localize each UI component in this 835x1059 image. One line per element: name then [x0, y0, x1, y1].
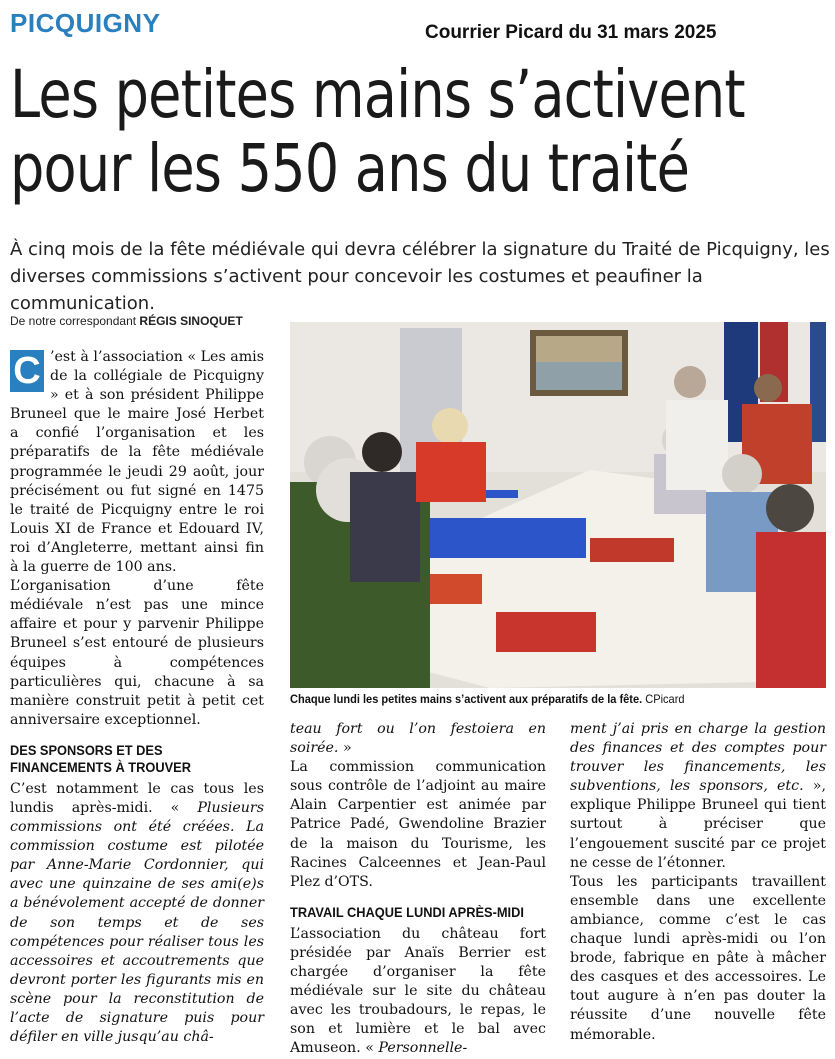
- section-kicker: PICQUIGNY: [10, 8, 161, 38]
- byline: [10, 314, 243, 328]
- caption-text: Chaque lundi les petites mains s’activent aux préparatifs de la fête.: [290, 692, 643, 706]
- paragraph-5: [290, 925, 546, 1059]
- article-column-1: [10, 348, 264, 1047]
- headline: [10, 56, 745, 207]
- paragraph-3-plain: C’est notamment le cas tous les lundis après-midi. «: [10, 780, 264, 816]
- byline-prefix: De notre correspondant: [10, 314, 137, 328]
- headline-line-1: Les petites mains s’activent: [10, 56, 745, 133]
- byline-author: RÉGIS SINOQUET: [139, 314, 243, 328]
- paragraph-1-text: ’est à l’association « Les amis de la collégiale de Picquigny » et à son président Philippe Bruneel que le maire José Herbet a confié l’organisation et les préparatifs de la fête médiévale programmée le jeudi 29 août, jour précisément ou fut signé en 1475 le traité de Picquigny entre le roi Louis XI de France et Edouard IV, roi d’Angleterre, mettant ainsi fin à la guerre de 100 ans.: [10, 349, 264, 576]
- source-line: Courrier Picard du 31 mars 2025: [425, 22, 717, 43]
- article-column-2: [290, 720, 546, 1059]
- paragraph-quote-end: [290, 720, 546, 758]
- paragraph-2: L’organisation d’une fête médiévale n’est pas une mince affaire et pour y parvenir Philippe Bruneel s’est entouré de plusieurs équipes à compétences particulières qui, chacune à sa manière construit petit à petit cet anniversaire exceptionnel.: [10, 578, 264, 728]
- standfirst: À cinq mois de la fête médiévale qui devra célébrer la signature du Traité de Picquigny, les diverses commissions s’activent pour concevoir les costumes et peaufiner la communication.: [10, 239, 830, 314]
- headline-line-2: pour les 550 ans du traité: [10, 130, 690, 207]
- paragraph-5-quote: Personnelle-: [378, 1040, 468, 1057]
- paragraph-6: Tous les participants travaillent ensemble dans une excellente ambiance, comme c’est le cas chaque lundi après-midi ou l’on brode, fabrique en pâte à mâcher des casques et des accessoires. Le tout augure à n’en pas douter la réussite d’une nouvelle fête mémorable.: [570, 873, 826, 1043]
- quote-3-plain: », explique Philippe Bruneel qui tient surtout à préciser que l’engouement suscité par ce projet ne cesse de l’étonner.: [570, 778, 826, 871]
- paragraph-4: La commission communication sous contrôle de l’adjoint au maire Alain Carpentier est animée par Patrice Padé, Gwendoline Brazier de la maison du Tourisme, les Racines Calceennes et Jean-Paul Plez d’OTS.: [290, 759, 546, 890]
- photo-illustration: [290, 322, 826, 688]
- paragraph-3-quote: Plusieurs commissions ont été créées. La commission costume est pilotée par Anne-Marie Cordonnier, qui avec une quinzaine de ses ami(e)s a bénévolement accepté de donner de son temps et de ses compétences pour réaliser tous les accessoires et accoutrements que devront porter les figurants mis en scène pour la reconstitution de l’acte de signature puis pour défiler en ville jusqu’au châ-: [10, 799, 264, 1046]
- photo-caption: [290, 692, 787, 706]
- subhead-sponsors: DES SPONSORS ET DES FINANCEMENTS À TROUVER: [10, 742, 191, 775]
- dropcap: C: [10, 350, 44, 392]
- article-column-3: [570, 720, 826, 1045]
- paragraph-1: [10, 348, 264, 577]
- paragraph-5-plain: L’association du château fort présidée par Anaïs Berrier est chargée d’organiser la fête médiévale sur le site du château avec les troubadours, le repas, le son et lumière et le bal avec Amuseon. «: [290, 925, 546, 1057]
- subhead-travail: TRAVAIL CHAQUE LUNDI APRÈS-MIDI: [290, 904, 524, 920]
- quote-continuation: teau fort ou l’on festoiera en soirée.: [290, 721, 546, 757]
- paragraph-3: [10, 780, 264, 1047]
- photo-credit: CPicard: [645, 692, 685, 706]
- quote-3-italic: ment j’ai pris en charge la gestion des finances et des comptes pour trouver les financements, les subventions, les sponsors, etc.: [570, 721, 826, 795]
- quote-close: »: [338, 740, 352, 757]
- paragraph-quote-3: [570, 720, 826, 873]
- article-photo: [290, 322, 826, 688]
